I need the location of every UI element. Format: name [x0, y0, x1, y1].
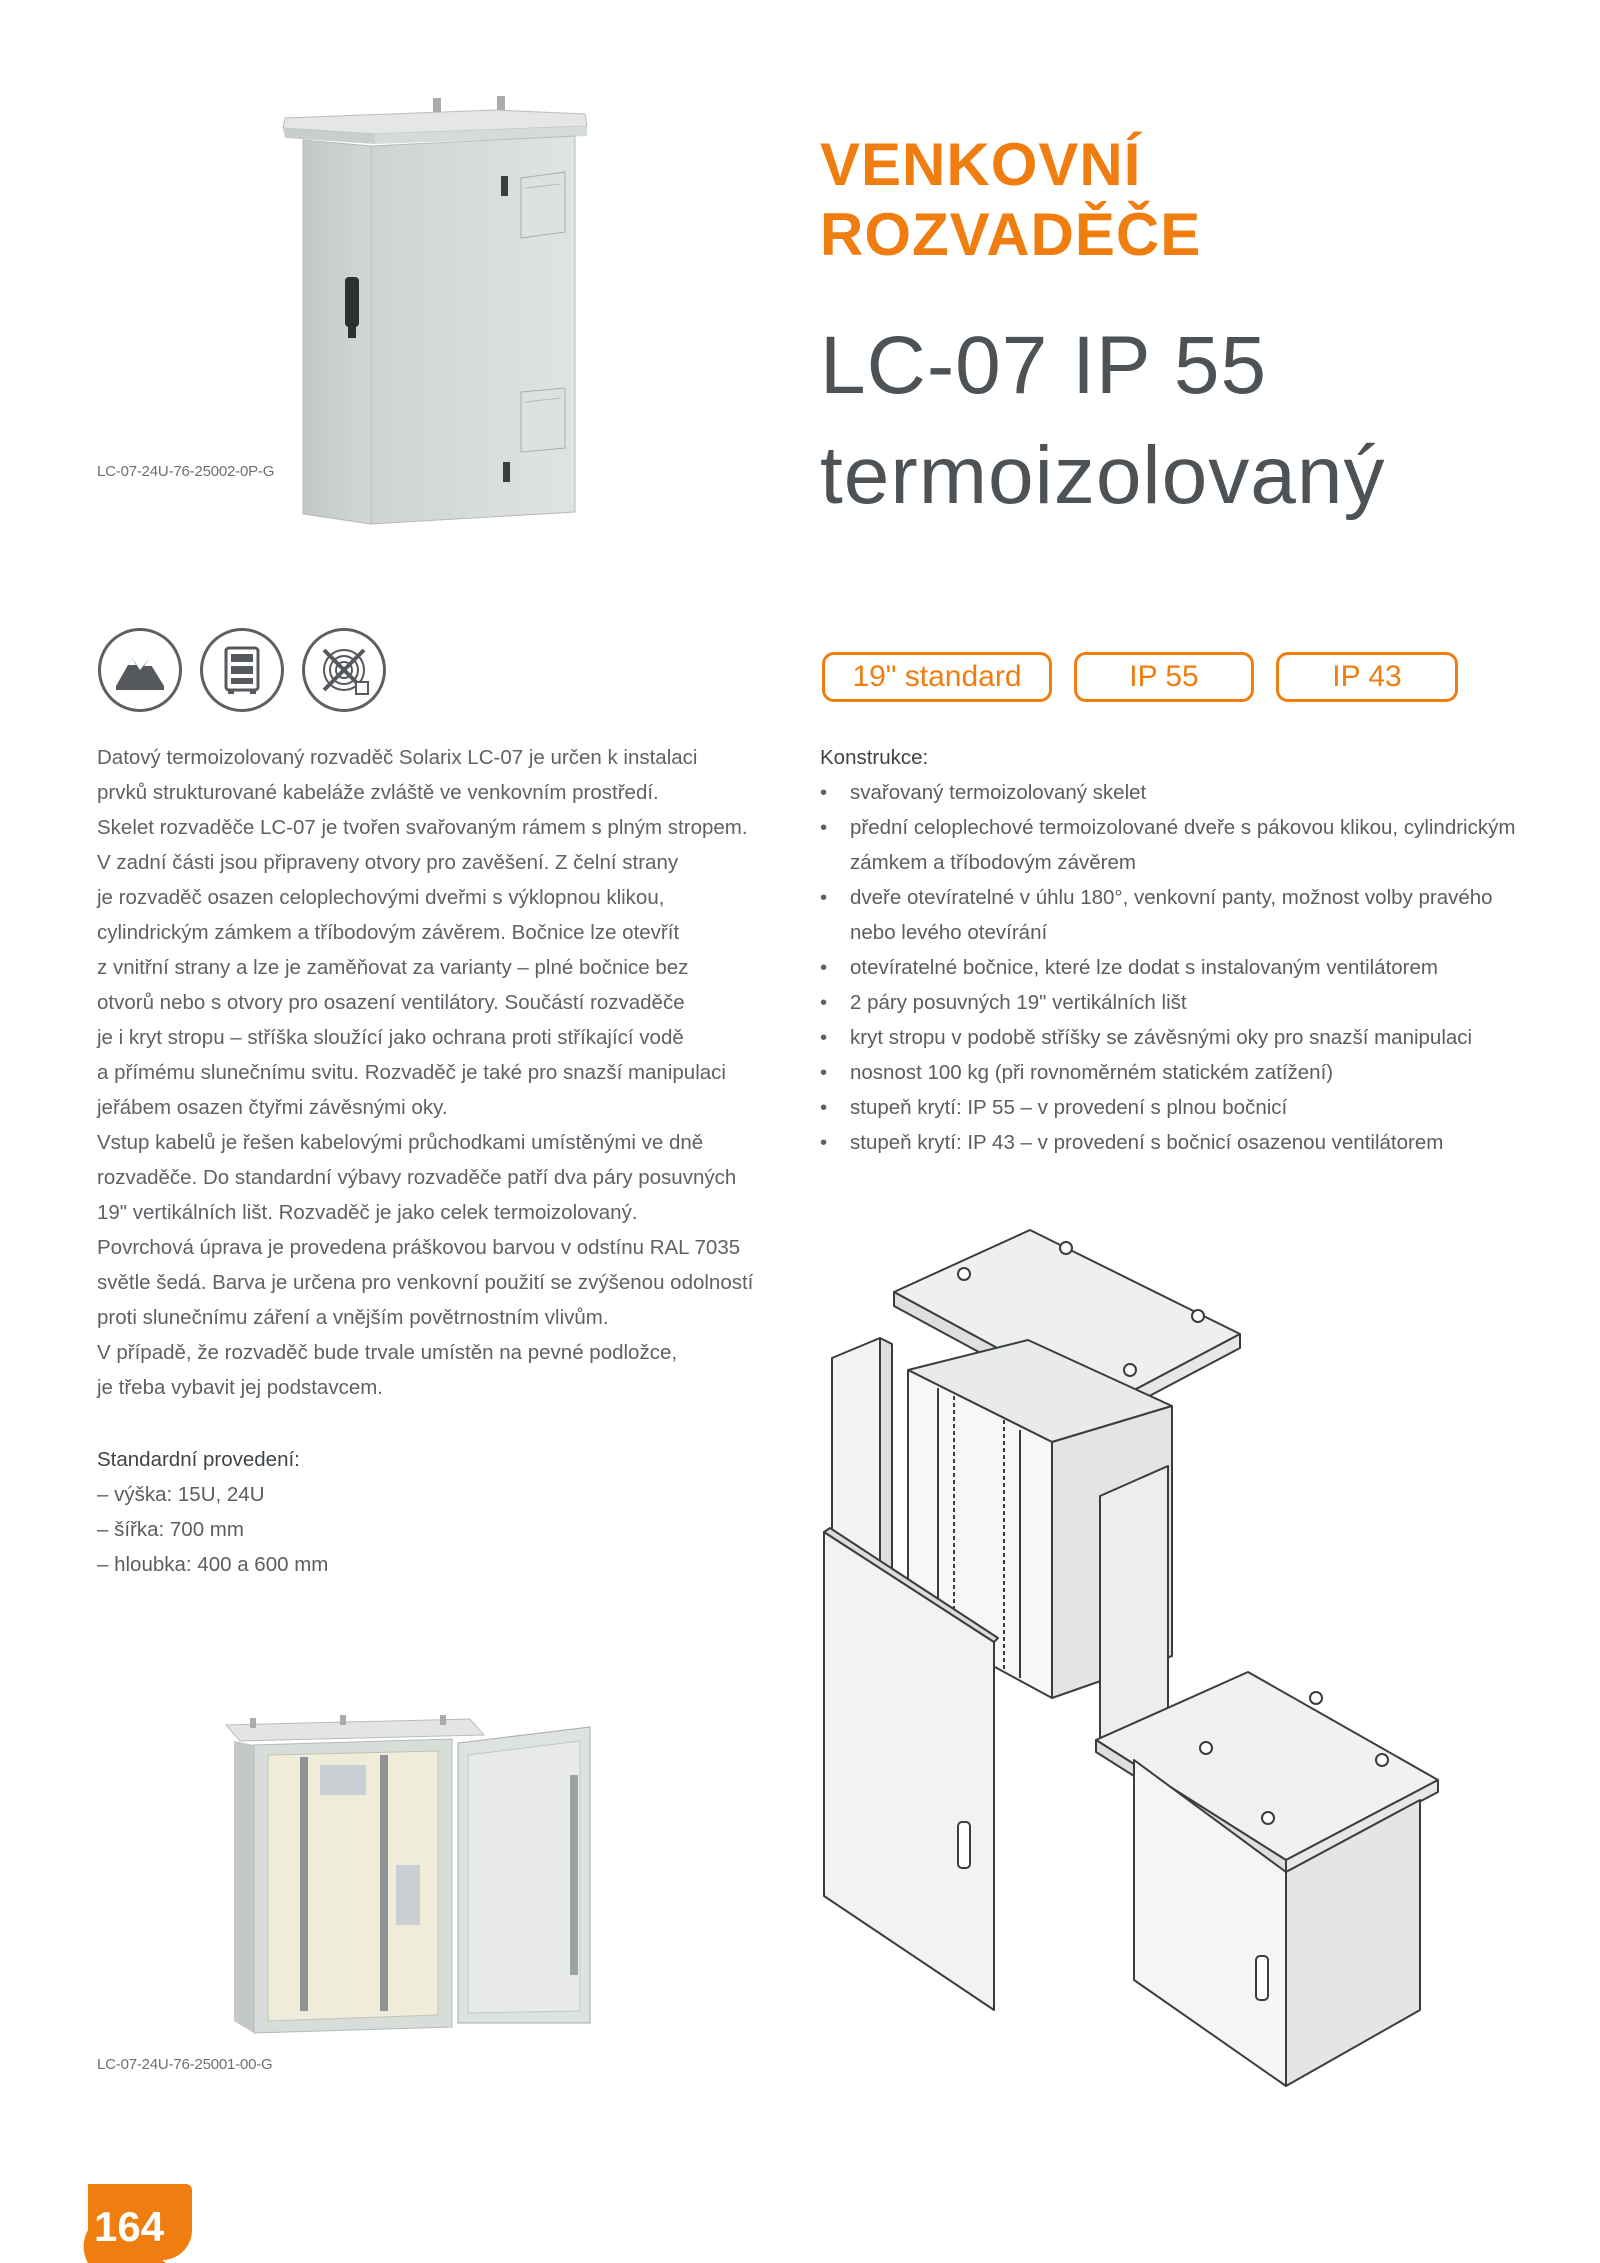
description-line: rozvaděče. Do standardní výbavy rozvaděče patří dva páry posuvných — [97, 1166, 737, 1189]
standard-item: – šířka: 700 mm — [97, 1518, 244, 1541]
construction-item: • kryt stropu v podobě stříšky se závěsnými oky pro snazší manipulaci — [820, 1020, 1520, 1055]
construction-item: • 2 páry posuvných 19" vertikálních lišt — [820, 985, 1520, 1020]
description-line: a přímému slunečnímu svitu. Rozvaděč je také pro snazší manipulaci — [97, 1061, 726, 1084]
construction-item: • dveře otevíratelné v úhlu 180°, venkovní panty, možnost volby pravého nebo levého otevírání — [820, 880, 1520, 950]
standard-heading: Standardní provedení: — [97, 1448, 300, 1471]
standard-item: – výška: 15U, 24U — [97, 1483, 265, 1506]
top-image-caption: LC-07-24U-76-25002-0P-G — [97, 463, 275, 480]
bottom-image-caption: LC-07-24U-76-25001-00-G — [97, 2056, 273, 2073]
construction-list — [820, 775, 1520, 1160]
construction-item: • svařovaný termoizolovaný skelet — [820, 775, 1520, 810]
construction-item: • stupeň krytí: IP 55 – v provedení s plnou bočnicí — [820, 1090, 1520, 1125]
badge-ip55: IP 55 — [1074, 652, 1254, 702]
description-line: proti slunečnímu záření a vnějším povětrnostním vlivům. — [97, 1306, 609, 1329]
badge-ip43: IP 43 — [1276, 652, 1458, 702]
description-line: je i kryt stropu – stříška sloužící jako ochrana proti stříkající vodě — [97, 1026, 684, 1049]
category-title-line1: VENKOVNÍ — [820, 131, 1142, 198]
description-line: V zadní části jsou připraveny otvory pro zavěšení. Z čelní strany — [97, 851, 679, 874]
construction-heading: Konstrukce: — [820, 746, 929, 769]
product-model: LC-07 IP 55 — [820, 320, 1268, 411]
description-line: z vnitřní strany a lze je zaměňovat za varianty – plné bočnice bez — [97, 956, 689, 979]
standard-versions — [97, 1442, 697, 1582]
category-title-line2: ROZVADĚČE — [820, 201, 1202, 268]
cabinet-closed-photo — [275, 92, 605, 532]
description-line: je rozvaděč osazen celoplechovými dveřmi s výklopnou klikou, — [97, 886, 665, 909]
badge-19-standard: 19" standard — [822, 652, 1052, 702]
exploded-cabinet-drawing — [808, 1220, 1468, 2100]
construction-item: • přední celoplechové termoizolované dveře s pákovou klikou, cylindrickým zámkem a tříbodovým závěrem — [820, 810, 1520, 880]
description-line: Datový termoizolovaný rozvaděč Solarix LC-07 je určen k instalaci — [97, 746, 698, 769]
description-line: světle šedá. Barva je určena pro venkovní použití se zvýšenou odolností — [97, 1271, 754, 1294]
description-line: otvorů nebo s otvory pro osazení ventilátory. Součástí rozvaděče — [97, 991, 685, 1014]
standard-item: – hloubka: 400 a 600 mm — [97, 1553, 329, 1576]
construction-section — [820, 740, 1520, 1160]
construction-item: • stupeň krytí: IP 43 – v provedení s bočnicí osazenou ventilátorem — [820, 1125, 1520, 1160]
feature-icons — [98, 628, 386, 712]
no-fan-icon — [302, 628, 386, 712]
product-variant: termoizolovaný — [820, 430, 1386, 521]
construction-item: • nosnost 100 kg (při rovnoměrném statickém zatížení) — [820, 1055, 1520, 1090]
feature-badges — [822, 652, 1458, 702]
product-description — [97, 740, 797, 1405]
description-line: 19" vertikálních lišt. Rozvaděč je jako celek termoizolovaný. — [97, 1201, 638, 1224]
description-line: Vstup kabelů je řešen kabelovými průchodkami umístěnými ve dně — [97, 1131, 704, 1154]
category-title — [820, 130, 1201, 270]
description-line: je třeba vybavit jej podstavcem. — [97, 1376, 383, 1399]
description-line: cylindrickým zámkem a tříbodovým závěrem. Bočnice lze otevřít — [97, 921, 680, 944]
description-line: Skelet rozvaděče LC-07 je tvořen svařovaným rámem s plným stropem. — [97, 816, 748, 839]
cabinet-open-photo — [220, 1715, 600, 2055]
description-line: jeřábem osazen čtyřmi závěsnými oky. — [97, 1096, 448, 1119]
construction-item: • otevíratelné bočnice, které lze dodat s instalovaným ventilátorem — [820, 950, 1520, 985]
rack-cabinet-icon — [200, 628, 284, 712]
description-line: Povrchová úprava je provedena práškovou barvou v odstínu RAL 7035 — [97, 1236, 741, 1259]
outdoor-mountain-icon — [98, 628, 182, 712]
description-line: prvků strukturované kabeláže zvláště ve venkovním prostředí. — [97, 781, 659, 804]
page-number: 164 — [94, 2203, 165, 2250]
description-line: V případě, že rozvaděč bude trvale umístěn na pevné podložce, — [97, 1341, 678, 1364]
